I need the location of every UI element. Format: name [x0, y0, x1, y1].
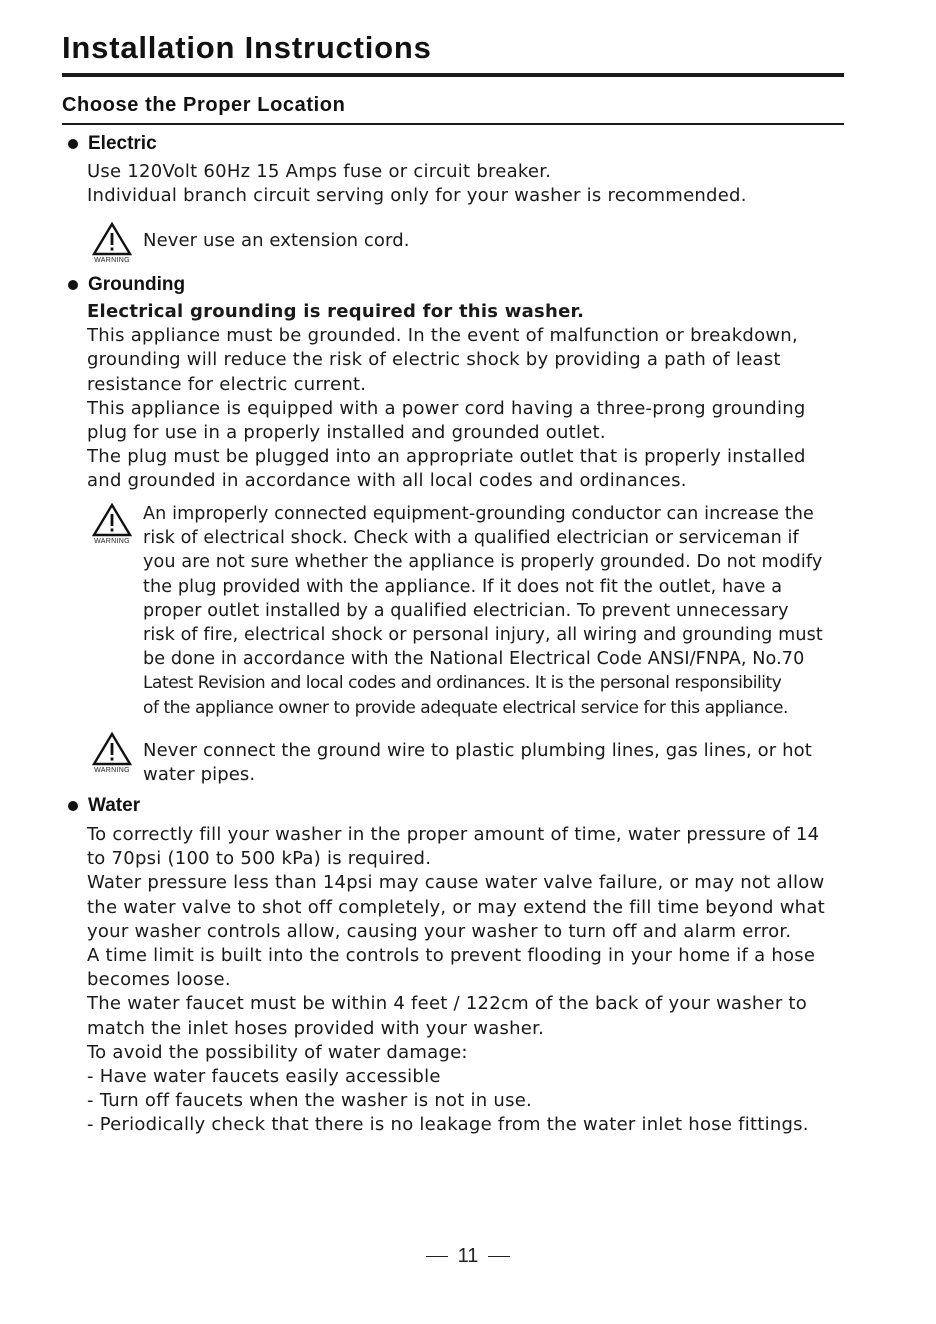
- bullet-icon: [68, 801, 78, 811]
- list-item: - Turn off faucets when the washer is not in use.: [87, 1090, 533, 1112]
- electric-warning-text: [143, 229, 853, 253]
- electric-heading-label: Electric: [88, 133, 157, 154]
- body-line: Individual branch circuit serving only for your washer is recommended.: [87, 185, 747, 207]
- bullet-icon: [68, 139, 78, 149]
- body-line: Water pressure less than 14psi may cause water valve failure, or may not allow: [87, 872, 825, 894]
- title-rule: [62, 73, 844, 77]
- warning-label: WARNING: [94, 767, 130, 774]
- body-line: resistance for electric current.: [87, 373, 367, 395]
- body-line: This appliance must be grounded. In the event of malfunction or breakdown,: [87, 325, 798, 347]
- warning-line: Never connect the ground wire to plastic plumbing lines, gas lines, or hot: [143, 740, 812, 761]
- warning-line: Never use an extension cord.: [143, 230, 410, 251]
- body-line: To avoid the possibility of water damage:: [87, 1041, 468, 1063]
- warning-line: of the appliance owner to provide adequate electrical service for this appliance.: [143, 697, 788, 718]
- body-line: A time limit is built into the controls to prevent flooding in your home if a hose: [87, 945, 816, 967]
- water-body: [87, 823, 857, 1138]
- warning-line: the plug provided with the appliance. If it does not fit the outlet, have a: [143, 576, 783, 597]
- electric-body: [87, 160, 857, 208]
- body-line: match the inlet hoses provided with your washer.: [87, 1017, 545, 1039]
- body-line: plug for use in a properly installed and grounded outlet.: [87, 422, 606, 444]
- page-footer: [0, 1245, 936, 1268]
- grounding-body: [87, 300, 857, 494]
- warning-line: you are not sure whether the appliance is properly grounded. Do not modify: [143, 552, 823, 573]
- water-heading-label: Water: [88, 795, 141, 816]
- body-line: to 70psi (100 to 500 kPa) is required.: [87, 848, 432, 870]
- warning-triangle-icon: [92, 732, 132, 766]
- grounding-subheading: Electrical grounding is required for this washer.: [87, 301, 585, 322]
- warning-label: WARNING: [94, 538, 130, 545]
- warning-triangle-icon: [92, 503, 132, 537]
- footer-dash: [488, 1256, 510, 1257]
- body-line: your washer controls allow, causing your washer to turn off and alarm error.: [87, 920, 792, 942]
- water-heading: [68, 795, 140, 817]
- warning-line: be done in accordance with the National Electrical Code ANSI/FNPA, No.70: [143, 649, 805, 670]
- section-title: Choose the Proper Location: [62, 94, 346, 116]
- warning-badge: [84, 222, 140, 264]
- body-line: the water valve to shot off completely, or may extend the fill time beyond what: [87, 896, 825, 918]
- body-line: The water faucet must be within 4 feet / 122cm of the back of your washer to: [87, 993, 808, 1015]
- footer-dash: [426, 1256, 448, 1257]
- ground-wire-warning-text: [143, 739, 853, 787]
- warning-line: risk of electrical shock. Check with a qualified electrician or serviceman if: [143, 528, 799, 549]
- warning-line: An improperly connected equipment-grounding conductor can increase the: [143, 504, 814, 524]
- electric-heading: [68, 133, 157, 155]
- body-line: The plug must be plugged into an appropriate outlet that is properly installed: [87, 446, 806, 468]
- body-line: This appliance is equipped with a power cord having a three-prong grounding: [87, 397, 806, 419]
- body-line: To correctly fill your washer in the proper amount of time, water pressure of 14: [87, 824, 820, 845]
- grounding-heading-label: Grounding: [88, 274, 186, 295]
- warning-line: Latest Revision and local codes and ordinances. It is the personal responsibility: [143, 673, 782, 694]
- warning-triangle-icon: [92, 222, 132, 256]
- grounding-heading: [68, 274, 185, 296]
- body-line: becomes loose.: [87, 969, 231, 991]
- list-item: - Periodically check that there is no leakage from the water inlet hose fittings.: [87, 1114, 809, 1136]
- page-number: 11: [457, 1245, 479, 1267]
- warning-line: risk of fire, electrical shock or personal injury, all wiring and grounding must: [143, 625, 823, 646]
- warning-line: water pipes.: [143, 764, 256, 786]
- warning-line: proper outlet installed by a qualified electrician. To prevent unnecessary: [143, 600, 789, 621]
- list-item: - Have water faucets easily accessible: [87, 1066, 441, 1088]
- section-rule: [62, 123, 844, 125]
- body-line: and grounded in accordance with all local codes and ordinances.: [87, 470, 687, 492]
- warning-badge: [84, 732, 140, 774]
- body-line: grounding will reduce the risk of electric shock by providing a path of least: [87, 349, 781, 371]
- page-title: Installation Instructions: [62, 30, 432, 65]
- bullet-icon: [68, 280, 78, 290]
- body-line: Use 120Volt 60Hz 15 Amps fuse or circuit breaker.: [87, 161, 552, 182]
- grounding-warning-text: [143, 502, 853, 720]
- warning-badge: [84, 503, 140, 545]
- warning-label: WARNING: [94, 257, 130, 264]
